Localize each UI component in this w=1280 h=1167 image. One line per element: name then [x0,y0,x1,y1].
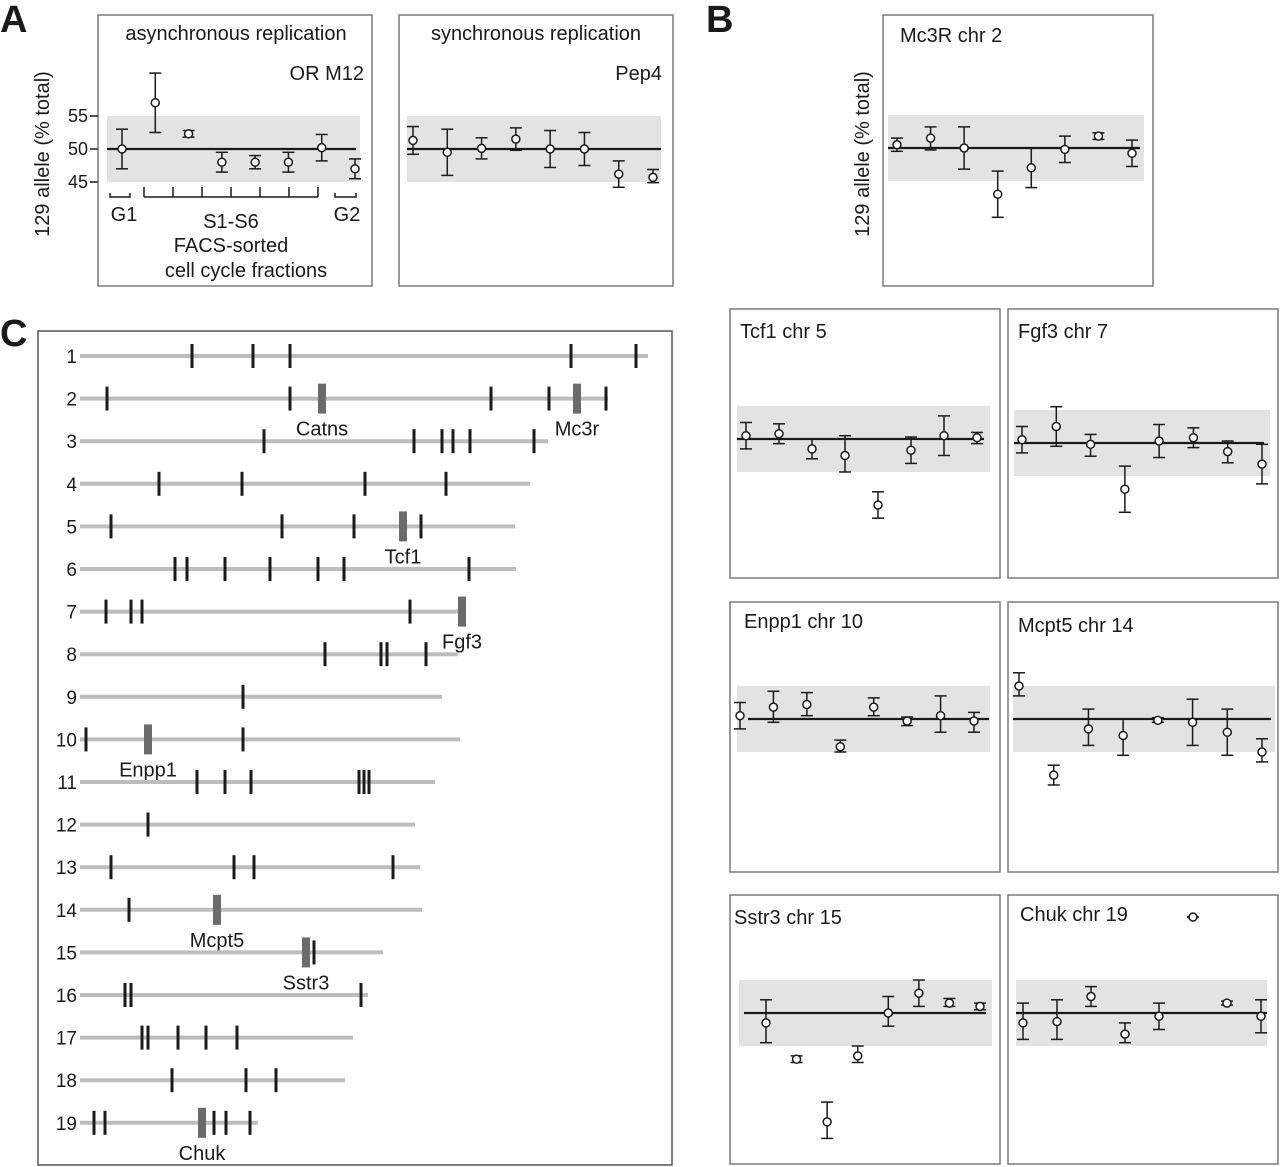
y-tick-45: 45 [67,172,88,192]
sstr3-marker-7 [945,999,953,1007]
enpp1-marker-1 [736,712,744,720]
async-title: asynchronous replication [125,23,347,45]
gene-marker-catns [318,384,326,414]
chromosome-number-2: 2 [66,389,77,411]
facs-line-1: FACS-sorted [173,235,289,257]
enpp1-marker-2 [769,703,777,711]
chromosome-number-1: 1 [66,347,77,368]
sstr3-title: Sstr3 chr 15 [734,907,842,929]
mc3r-marker-2 [927,134,935,142]
tcf1-marker-2 [775,430,783,438]
mc3r-marker-4 [994,190,1002,198]
gene-marker-mcpt5 [213,895,221,925]
tcf1-marker-8 [973,434,981,442]
y-tick-55: 55 [67,106,88,126]
sync-marker-5 [546,145,554,153]
sstr3-point-4 [852,1046,864,1063]
tcf1-plot [737,406,990,518]
mc3r-point-7 [1092,132,1104,140]
mcpt5-title: Mcpt5 chr 14 [1018,615,1134,637]
fgf3-plot [1014,407,1270,513]
y-tick-50: 50 [67,139,88,159]
sstr3-marker-8 [976,1002,984,1010]
s-label: S1-S6 [203,211,259,233]
gene-marker-chuk [198,1108,206,1138]
chromosome-number-17: 17 [55,1028,77,1050]
enpp1-marker-3 [803,700,811,708]
fgf3-marker-8 [1258,460,1266,468]
async-point-3 [183,130,195,138]
fgf3-marker-3 [1087,440,1095,448]
fgf3-marker-5 [1155,437,1163,445]
sstr3-marker-6 [915,989,923,997]
chromosome-6 [66,557,516,581]
mcpt5-plot [1013,673,1275,785]
g2-label: G2 [333,204,361,226]
y-axis-label-b: 129 allele (% total) [852,71,874,237]
gene-label-fgf3: Fgf3 [441,631,483,654]
chromosome-number-5: 5 [66,517,77,539]
mc3r-marker-5 [1027,164,1035,172]
sync-marker-6 [580,145,588,153]
enpp1-marker-5 [870,703,878,711]
gene-marker-fgf3 [458,597,466,627]
chromosome-2 [66,384,608,441]
chromosome-8 [66,642,458,666]
async-marker-3 [185,130,193,138]
gene-label-sstr3: Sstr3 [282,972,330,995]
mcpt5-marker-5 [1154,716,1162,724]
mc3r-marker-6 [1061,145,1069,153]
fgf3-marker-4 [1121,485,1129,493]
facs-line-2: cell cycle fractions [164,260,328,282]
sync-gene: Pep4 [615,63,662,85]
sync-plot [407,116,661,187]
panel-label-a: A [0,0,28,41]
chromosome-7 [66,597,482,654]
fgf3-title: Fgf3 chr 7 [1018,321,1109,343]
gene-marker-sstr3 [302,937,310,967]
sstr3-marker-4 [854,1052,862,1060]
cell-cycle-brackets [110,187,356,197]
g1-label: G1 [110,204,138,226]
fgf3-marker-7 [1224,448,1232,456]
chromosome-number-12: 12 [55,815,77,837]
enpp1-marker-8 [970,717,978,725]
enpp1-marker-7 [937,712,945,720]
mc3r-title: Mc3R chr 2 [900,25,1003,47]
gene-label-chuk: Chuk [178,1142,226,1165]
chromosome-map [56,344,648,1165]
chromosome-14 [56,895,422,952]
async-marker-7 [318,144,326,152]
enpp1-marker-6 [903,717,911,725]
mcpt5-marker-4 [1119,732,1127,740]
mc3r-marker-3 [960,144,968,152]
chromosome-19 [56,1108,258,1165]
async-gene: OR M12 [289,63,364,85]
sync-marker-8 [649,173,657,181]
sync-marker-3 [478,144,486,152]
gene-label-tcf1: Tcf1 [384,546,422,569]
async-marker-4 [218,158,226,166]
chromosome-9 [66,685,442,709]
chromosome-number-10: 10 [55,730,77,752]
mcpt5-point-2 [1048,765,1060,785]
mc3r-marker-7 [1094,132,1102,140]
panel-label-c: C [0,313,28,355]
tcf1-marker-4 [841,452,849,460]
enpp1-plot [734,686,990,752]
chromosome-number-19: 19 [55,1113,77,1135]
chromosome-17 [56,1026,353,1050]
chromosome-number-14: 14 [55,900,77,922]
sstr3-point-8 [974,1002,986,1010]
chromosome-4 [66,472,530,496]
sync-marker-1 [409,136,417,144]
chromosome-11 [57,770,435,794]
chromosome-18 [56,1068,345,1092]
gene-label-mcpt5: Mcpt5 [189,929,245,952]
sync-marker-7 [615,170,623,178]
chuk-marker-7 [1223,999,1231,1007]
sstr3-point-3 [821,1102,833,1138]
mcpt5-marker-3 [1084,725,1092,733]
tcf1-marker-5 [874,501,882,509]
chuk-title: Chuk chr 19 [1020,904,1128,926]
panel-label-b: B [706,0,734,41]
tcf1-marker-7 [940,432,948,440]
async-marker-5 [251,158,259,166]
gene-marker-tcf1 [399,511,407,541]
mcpt5-marker-2 [1050,771,1058,779]
sstr3-marker-3 [823,1118,831,1126]
chromosome-number-11: 11 [57,773,77,794]
chuk-marker-8 [1257,1012,1265,1020]
chuk-marker-3 [1087,993,1095,1001]
gene-label-enpp1: Enpp1 [119,759,177,782]
chuk-point-6 [1187,913,1199,921]
sstr3-marker-1 [762,1019,770,1027]
mc3r-marker-1 [893,141,901,149]
sstr3-marker-2 [793,1055,801,1063]
async-marker-8 [351,165,359,173]
async-plot [107,73,361,182]
chromosome-number-13: 13 [55,858,77,880]
async-marker-2 [151,99,159,107]
chromosome-12 [56,813,415,837]
chuk-marker-5 [1155,1012,1163,1020]
chuk-marker-4 [1121,1030,1129,1038]
mcpt5-marker-7 [1223,728,1231,736]
chuk-marker-1 [1019,1019,1027,1027]
gene-label-mc3r: Mc3r [554,418,600,441]
sync-marker-2 [443,148,451,156]
mcpt5-marker-1 [1015,682,1023,690]
tcf1-marker-1 [742,432,750,440]
chromosome-number-6: 6 [66,560,77,581]
fgf3-marker-6 [1189,434,1197,442]
chromosome-number-18: 18 [55,1071,77,1093]
mc3r-plot [888,115,1144,217]
chromosome-number-8: 8 [66,645,77,667]
fgf3-marker-2 [1052,423,1060,431]
g2-bracket [335,193,356,197]
sstr3-point-2 [791,1055,803,1063]
enpp1-marker-4 [836,743,844,751]
g1-bracket [110,193,130,197]
chromosome-13 [56,855,420,879]
chromosome-number-16: 16 [55,986,77,1007]
tcf1-marker-3 [808,445,816,453]
mcpt5-marker-8 [1258,748,1266,756]
mcpt5-marker-6 [1189,718,1197,726]
chuk-marker-6 [1189,913,1197,921]
chromosome-number-3: 3 [66,432,77,454]
gene-label-catns: Catns [295,418,349,441]
gene-marker-enpp1 [144,724,152,754]
chromosome-number-7: 7 [66,602,77,624]
y-axis-label-a: 129 allele (% total) [32,71,54,237]
chromosome-number-9: 9 [66,687,77,709]
chromosome-5 [66,511,515,568]
panel-c-frame [38,331,672,1165]
chuk-plot [1016,913,1267,1046]
chromosome-number-4: 4 [66,474,77,496]
chromosome-number-15: 15 [55,943,77,965]
async-marker-6 [284,158,292,166]
sstr3-plot [739,980,992,1138]
chromosome-10 [56,724,460,781]
async-marker-1 [118,145,126,153]
tcf1-title: Tcf1 chr 5 [740,321,827,343]
sstr3-marker-5 [884,1009,892,1017]
sync-marker-4 [512,135,520,143]
sync-title: synchronous replication [430,23,642,45]
mc3r-marker-8 [1128,149,1136,157]
enpp1-title: Enpp1 chr 10 [744,611,863,633]
chuk-marker-2 [1053,1018,1061,1026]
fgf3-marker-1 [1018,436,1026,444]
tcf1-point-5 [872,492,884,518]
gene-marker-mc3r [573,384,581,414]
tcf1-marker-6 [907,446,915,454]
chromosome-1 [66,344,648,368]
